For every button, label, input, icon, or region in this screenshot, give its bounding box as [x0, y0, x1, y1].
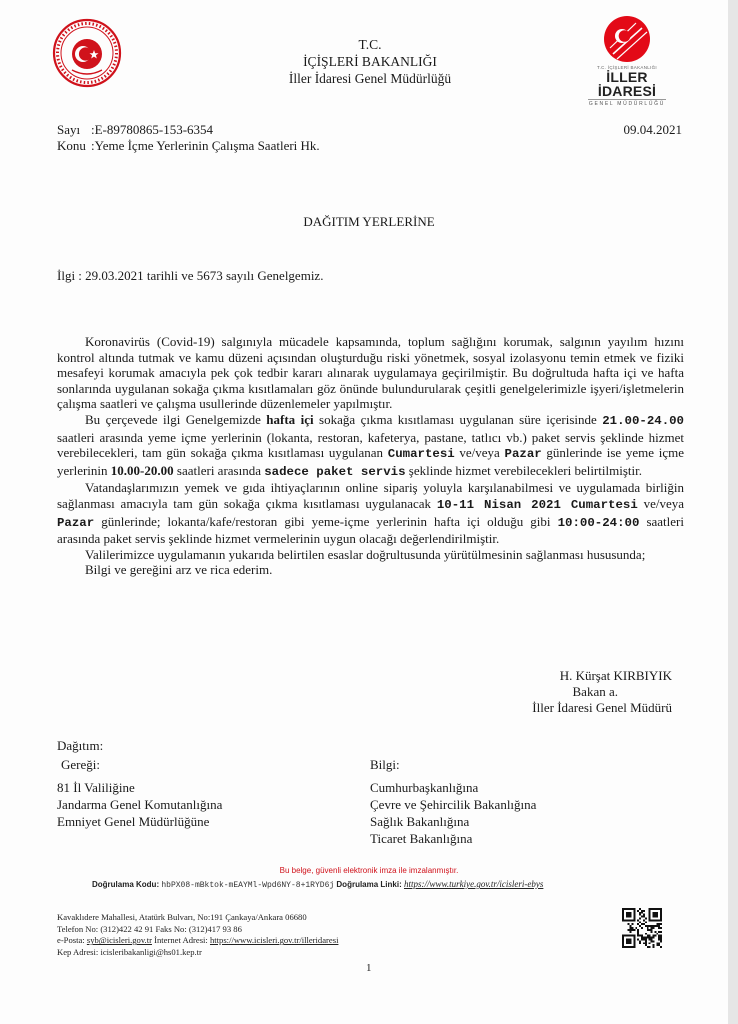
footer-contact [57, 912, 338, 958]
crescent-star-logo-icon [602, 14, 652, 64]
list-item: Emniyet Genel Müdürlüğüne [57, 814, 210, 829]
ilgi-reference: İlgi : 29.03.2021 tarihli ve 5673 sayılı Genelgemiz. [57, 268, 324, 283]
p2-bold-hours: 10.00-20.00 [110, 462, 174, 478]
header-line-tc: T.C. [358, 37, 382, 52]
footer-kep-row [57, 947, 338, 959]
kep-label: Kep Adresi: [57, 946, 101, 957]
list-item: 81 İl Valiliğine [57, 780, 135, 795]
paragraph-5: Bilgi ve gereğini arz ve rica ederim. [85, 562, 273, 578]
p2-text: günlerinde ise yeme içme yerlerinin [57, 445, 684, 478]
paragraph-1: Koronavirüs (Covid-19) salgınıyla mücadele kapsamında, toplum sağlığını korumak, salgının yayılım hızını kontrol altında tutmak ve kamu düzeni açısından oluşturduğu riski yönetmek, sosyal izolasyonu temin etmek ve fiziki mesafeyi korumak amacıyla pek çok tedbir kararı alınarak uygulamaya geçirilmiştir. Bu doğrultuda hafta içi ve hafta sonlarında uygulanan sokağa çıkma kısıtlamaları göz önünde bulundurularak çeşitli genelgelerimizle işyeri/işletmelerin çalışma saatleri ve çalışma usullerinde düzenlemeler yapılmıştır. [57, 334, 684, 412]
list-item: Jandarma Genel Komutanlığına [57, 797, 223, 812]
iller-idaresi-logo [588, 14, 666, 107]
distribution-label: Dağıtım: [57, 738, 104, 753]
p2-bold-hours: 21.00-24.00 [602, 413, 684, 428]
email-label: e-Posta: [57, 935, 87, 946]
phone-value: (312)422 42 91 [100, 923, 154, 934]
verification-line [92, 879, 543, 890]
distribution-action-list [57, 756, 222, 830]
p2-bold-weekday: hafta içi [266, 411, 314, 427]
document-date: 09.04.2021 [623, 122, 682, 137]
document-meta [57, 122, 320, 154]
web-label: İnternet Adresi: [151, 935, 210, 946]
list-item: Ticaret Bakanlığına [370, 831, 473, 846]
konu-label: Konu [57, 138, 86, 153]
p2-bold-saturday: Cumartesi [387, 447, 455, 462]
ministry-seal-icon [52, 18, 122, 88]
paragraph-4: Valilerimizce uygulamanın yukarıda belirtilen esaslar doğrultusunda yürütülmesinin sağlanması hususunda; [85, 546, 646, 562]
p2-text: şeklinde hizmet verebilecekleri belirtilmiştir. [405, 462, 642, 478]
verification-code: hbPX08-mBktok-mEAYMl-Wpd6NY-8+1RYD6j [161, 881, 335, 890]
page-number: 1 [366, 962, 372, 974]
footer-phone-row [57, 924, 338, 936]
sayi-value: :E-89780865-153-6354 [91, 122, 214, 137]
header-line-directorate: İller İdaresi Genel Müdürlüğü [288, 71, 452, 86]
brand-name: İLLER İDARESİ [597, 69, 657, 99]
signatory-title-2: İller İdaresi Genel Müdürü [532, 700, 672, 715]
list-item: Sağlık Bakanlığına [370, 814, 470, 829]
p2-text: sokağa çıkma kısıtlaması uygulanan süre içerisinde [313, 411, 603, 427]
signature-block [472, 668, 672, 716]
p2-bold-sunday: Pazar [504, 447, 542, 462]
signatory-name: H. Kürşat KIRBIYIK [559, 668, 672, 683]
verification-link-label: Doğrulama Linki: [336, 880, 402, 889]
qr-code-icon [622, 908, 662, 948]
p2-text: Bu çerçevede ilgi Genelgemizde [85, 411, 267, 427]
letter-body [57, 334, 684, 578]
verification-code-label: Doğrulama Kodu: [92, 880, 160, 889]
esign-note: Bu belge, güvenli elektronik imza ile imzalanmıştır. [279, 866, 459, 875]
p2-text: saatleri arasında yeme içme yerlerinin (lokanta, restoran, kafeterya, pastane, tatlıcı vb.) paket servis şeklinde hizmet verebilecekleri, tam gün sokağa çıkma kısıtlaması uygulanan [57, 429, 684, 461]
p2-text: ve/veya [454, 445, 505, 461]
bilgi-label: Bilgi: [370, 757, 400, 772]
p3-text: ve/veya [637, 495, 685, 511]
web-link[interactable]: https://www.icisleri.gov.tr/illeridaresi [209, 935, 339, 946]
verification-link[interactable]: https://www.turkiye.gov.tr/icisleri-ebys [403, 879, 544, 889]
p3-text: günlerinde; lokanta/kafe/restoran gibi yeme-içme yerlerinin hafta içi olduğu gibi [94, 513, 558, 529]
letterhead [220, 36, 520, 87]
fax-value: (312)417 93 86 [188, 923, 242, 934]
footer-web-row [57, 935, 338, 947]
paragraph-3 [57, 480, 684, 546]
list-item: Cumhurbaşkanlığına [370, 780, 479, 795]
p3-bold-sunday: Pazar [57, 515, 95, 530]
p2-bold-takeaway: sadece paket servis [264, 464, 406, 479]
konu-row [57, 138, 320, 154]
phone-label: Telefon No: [57, 923, 101, 934]
header-line-ministry: İÇİŞLERİ BAKANLIĞI [303, 54, 437, 69]
brand-small-text: T.C. İÇİŞLERİ BAKANLIĞI [597, 65, 657, 70]
list-item: Çevre ve Şehircilik Bakanlığına [370, 797, 537, 812]
sayi-row [57, 122, 320, 138]
kep-value: icisleribakanligi@hs01.kep.tr [100, 946, 202, 957]
p3-text: Vatandaşlarımızın yemek ve gıda ihtiyaçlarının online sipariş yoluyla karşılanabilmesi ve uygulamada birliğin sağlanması amacıyla tam gün sokağa çıkma kısıtlaması uygulanacak [57, 480, 684, 511]
distribution-info-list [370, 756, 536, 847]
distribution-title: DAĞITIM YERLERİNE [303, 214, 435, 229]
gereg-label: Gereği: [61, 757, 100, 772]
brand-subtitle: GENEL MÜDÜRLÜĞÜ [588, 101, 666, 107]
p3-text: saatleri arasında paket servis şeklinde hizmet vermelerinin uygun olacağı değerlendirilmiştir. [57, 513, 684, 547]
footer-address: Kavaklıdere Mahallesi, Atatürk Bulvarı, No:191 Çankaya/Ankara 06680 [57, 912, 307, 922]
fax-label: Faks No: [153, 923, 189, 934]
p2-text: saatleri arasında [173, 462, 265, 478]
p3-bold-date: 10-11 Nisan 2021 Cumartesi [436, 497, 638, 512]
paragraph-2 [57, 412, 684, 480]
signatory-title-1: Bakan a. [572, 684, 618, 699]
email-link[interactable]: syb@icisleri.gov.tr [86, 935, 152, 946]
page-edge [728, 0, 738, 1024]
p3-bold-hours: 10:00-24:00 [557, 515, 640, 530]
sayi-label: Sayı [57, 122, 81, 137]
konu-value: :Yeme İçme Yerlerinin Çalışma Saatleri Hk. [91, 138, 320, 153]
